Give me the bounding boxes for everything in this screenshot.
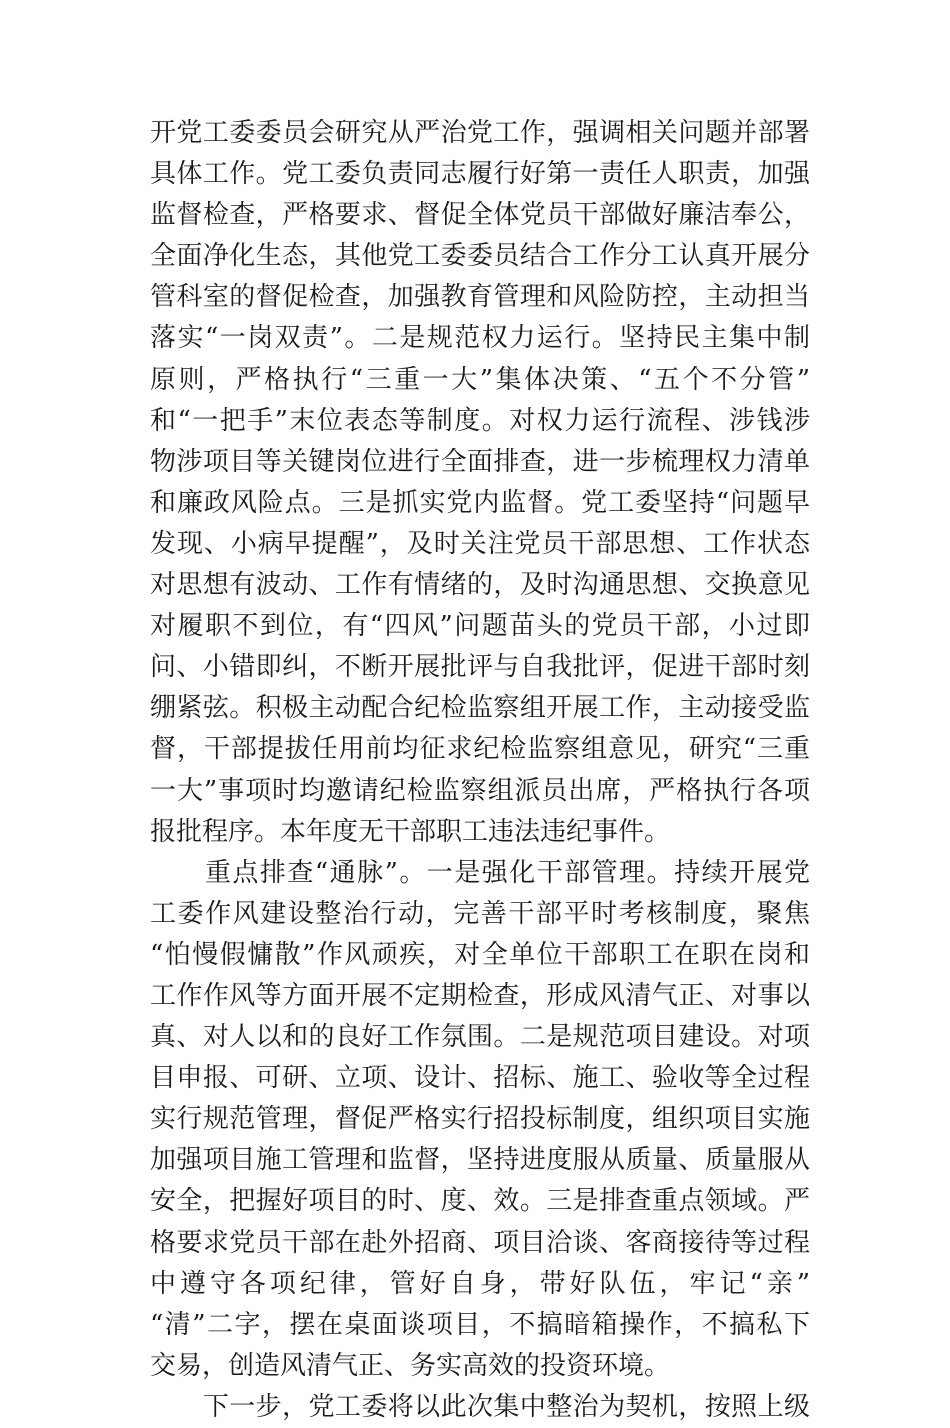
text-line: “怕慢假慵散”作风顽疾，对全单位干部职工在职在岗和: [150, 939, 810, 970]
text-line: 问、小错即纠，不断开展批评与自我批评，促进干部时刻: [150, 652, 810, 683]
text-line: 和廉政风险点。三是抓实党内监督。党工委坚持“问题早: [150, 487, 810, 518]
text-line: 开党工委委员会研究从严治党工作，强调相关问题并部署: [150, 118, 810, 148]
text-line: 对履职不到位，有“四风”问题苗头的党员干部，小过即: [150, 611, 810, 642]
text-line: 加强项目施工管理和监督，坚持进度服从质量、质量服从: [150, 1145, 810, 1176]
text-line: 监督检查，严格要求、督促全体党员干部做好廉洁奉公，: [150, 200, 810, 231]
text-line: 发现、小病早提醒”，及时关注党员干部思想、工作状态: [150, 528, 810, 559]
text-line: 督，干部提拔任用前均征求纪检监察组意见，研究“三重: [150, 734, 810, 765]
text-line: 报批程序。本年度无干部职工违法违纪事件。: [150, 816, 671, 847]
text-line: 对思想有波动、工作有情绪的，及时沟通思想、交换意见: [150, 570, 810, 601]
text-line: 全面净化生态，其他党工委委员结合工作分工认真开展分: [150, 241, 810, 272]
text-line: 落实“一岗双责”。二是规范权力运行。坚持民主集中制: [150, 323, 810, 354]
text-line: 目申报、可研、立项、设计、招标、施工、验收等全过程: [150, 1063, 810, 1094]
text-line: 中遵守各项纪律，管好自身，带好队伍，牢记“亲”: [150, 1268, 810, 1299]
text-line: 具体工作。党工委负责同志履行好第一责任人职责，加强: [150, 159, 810, 190]
text-line: 绷紧弦。积极主动配合纪检监察组开展工作，主动接受监: [150, 693, 810, 724]
text-line: 实行规范管理，督促严格实行招投标制度，组织项目实施: [150, 1104, 810, 1135]
text-line: 一大”事项时均邀请纪检监察组派员出席，严格执行各项: [150, 775, 810, 806]
text-line: 交易，创造风清气正、务实高效的投资环境。: [150, 1350, 671, 1381]
document-body-text: [150, 113, 810, 1428]
text-line: 下一步，党工委将以此次集中整治为契机，按照上级: [150, 1391, 810, 1422]
text-line: 管科室的督促检查，加强教育管理和风险防控，主动担当: [150, 282, 810, 313]
text-line: 工作作风等方面开展不定期检查，形成风清气正、对事以: [150, 980, 810, 1011]
text-line: 原则，严格执行“三重一大”集体决策、“五个不分管”: [150, 364, 810, 395]
text-line: 和“一把手”末位表态等制度。对权力运行流程、涉钱涉: [150, 405, 810, 436]
text-line: 安全，把握好项目的时、度、效。三是排查重点领域。严: [150, 1186, 810, 1217]
text-line: 重点排查“通脉”。一是强化干部管理。持续开展党: [150, 857, 810, 888]
text-line: 真、对人以和的良好工作氛围。二是规范项目建设。对项: [150, 1022, 810, 1053]
text-line: 物涉项目等关键岗位进行全面排查，进一步梳理权力清单: [150, 446, 810, 477]
text-line: 格要求党员干部在赴外招商、项目洽谈、客商接待等过程: [150, 1227, 810, 1258]
text-line: “清”二字，摆在桌面谈项目，不搞暗箱操作，不搞私下: [150, 1309, 810, 1340]
text-line: 工委作风建设整治行动，完善干部平时考核制度，聚焦: [150, 898, 810, 929]
